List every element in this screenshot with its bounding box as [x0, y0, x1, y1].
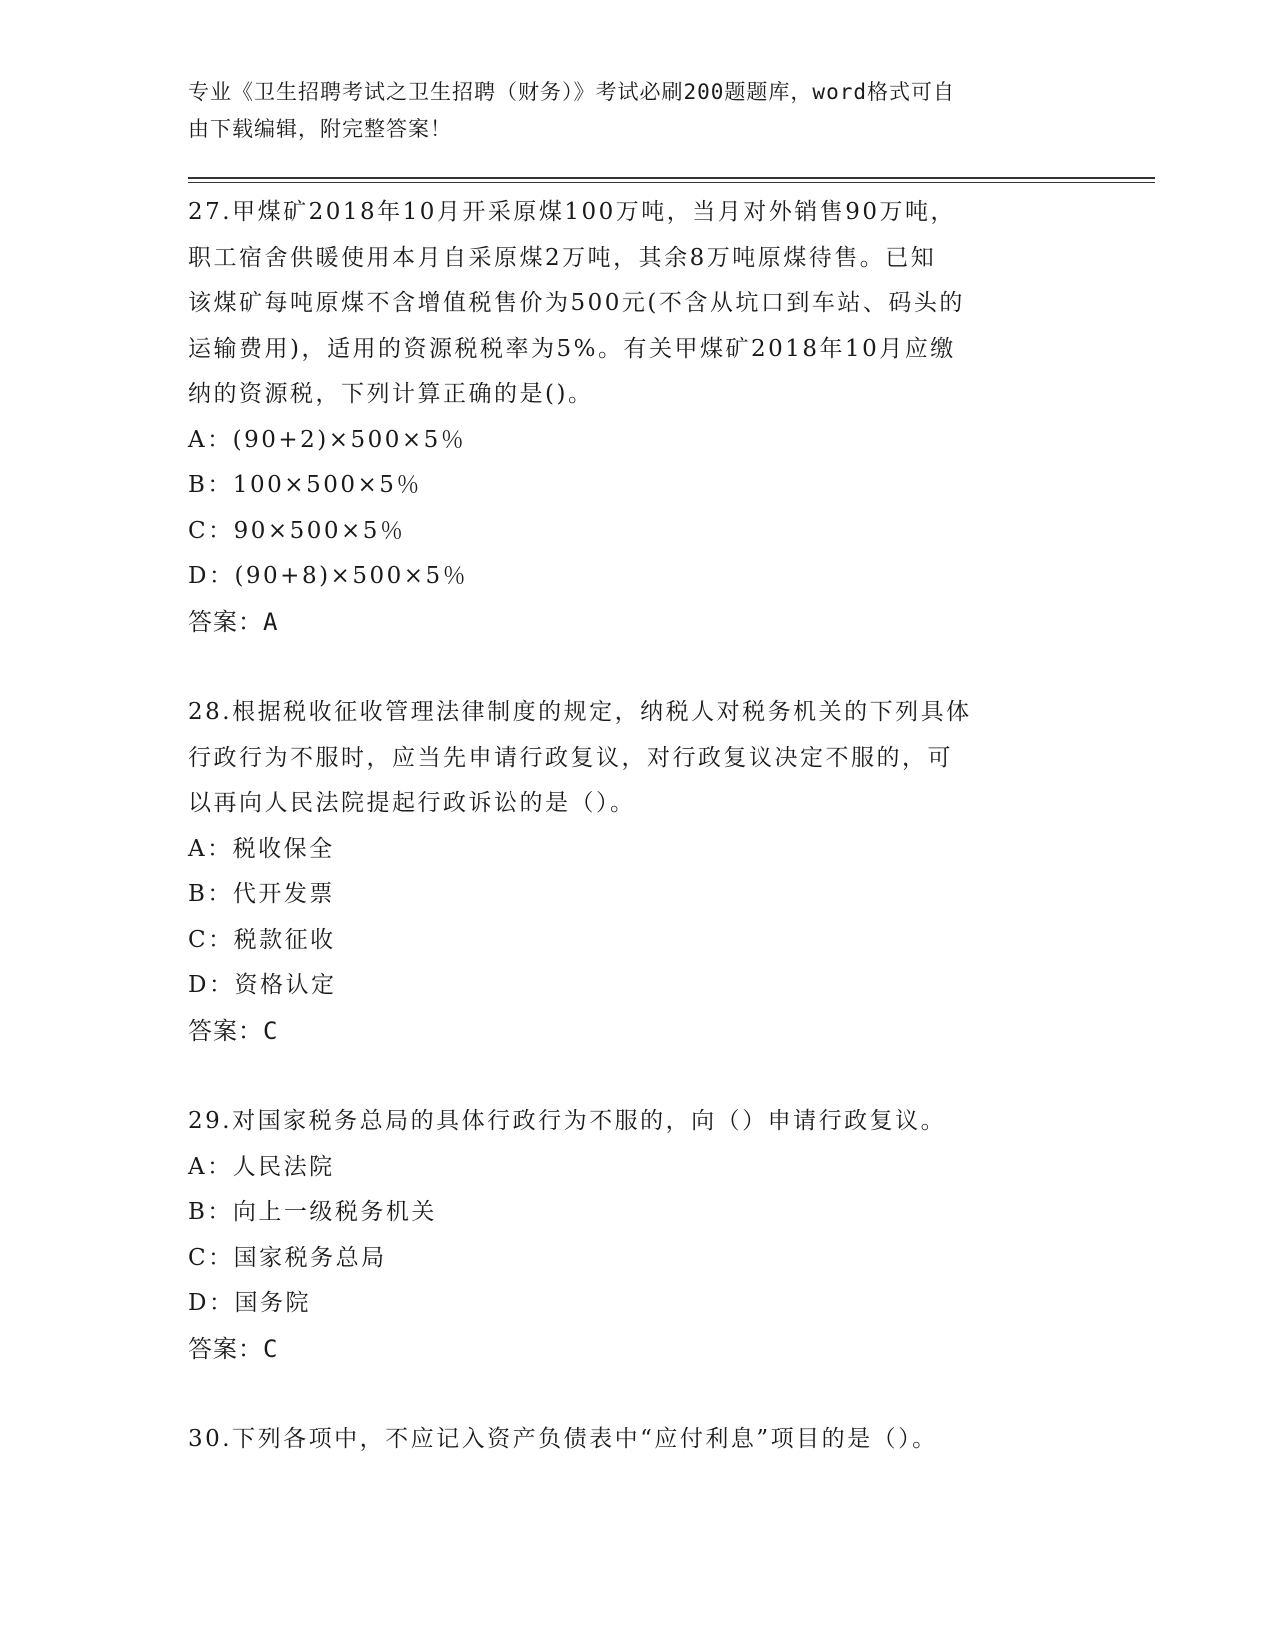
option-b: B：代开发票: [188, 881, 335, 907]
option-d: D：资格认定: [188, 972, 337, 998]
answer: 答案：C: [188, 1334, 279, 1363]
question-spacer: [188, 645, 1088, 690]
header-rule-thick: [188, 177, 1155, 179]
option-a: A：(90+2)×500×5％: [188, 426, 467, 453]
question-text-line: 该煤矿每吨原煤不含增值税售价为500元(不含从坑口到车站、码头的: [188, 290, 965, 316]
question-spacer: [188, 1372, 1088, 1417]
question-text-line: 29.对国家税务总局的具体行政行为不服的，向（）申请行政复议。: [188, 1108, 947, 1134]
question-text-line: 运输费用)，适用的资源税税率为5%。有关甲煤矿2018年10月应缴: [188, 335, 956, 362]
document-header: [188, 74, 1068, 148]
questions-body: [188, 190, 1088, 1463]
option-a: A：税收保全: [188, 835, 335, 862]
question-text-line: 职工宿舍供暖使用本月自采原煤2万吨，其余8万吨原煤待售。已知: [188, 244, 937, 271]
header-line-1: 专业《卫生招聘考试之卫生招聘（财务）》考试必刷200题题库，word格式可自: [188, 80, 955, 104]
question-30: [188, 1417, 1088, 1463]
question-text-line: 以再向人民法院提起行政诉讼的是（）。: [188, 790, 636, 816]
question-text-line: 行政行为不服时，应当先申请行政复议，对行政复议决定不服的，可: [188, 744, 953, 771]
question-text-line: 30.下列各项中，不应记入资产负债表中“应付利息”项目的是（）。: [188, 1426, 938, 1452]
question-29: [188, 1099, 1088, 1372]
header-rule-thin: [188, 182, 1155, 183]
header-line-2: 由下载编辑，附完整答案！: [188, 117, 452, 141]
option-b: B：向上一级税务机关: [188, 1199, 437, 1225]
option-c: C：税款征收: [188, 926, 336, 953]
question-spacer: [188, 1054, 1088, 1099]
question-text-line: 27.甲煤矿2018年10月开采原煤100万吨，当月对外销售90万吨，: [188, 199, 957, 225]
answer: 答案：A: [188, 607, 279, 636]
option-c: C：国家税务总局: [188, 1244, 387, 1271]
option-d: D：国务院: [188, 1290, 311, 1316]
option-c: C：90×500×5％: [188, 517, 406, 544]
option-b: B：100×500×5％: [188, 472, 422, 498]
question-text-line: 纳的资源税，下列计算正确的是()。: [188, 381, 594, 407]
question-text-line: 28.根据税收征收管理法律制度的规定，纳税人对税务机关的下列具体: [188, 699, 972, 725]
option-d: D：(90+8)×500×5％: [188, 563, 469, 589]
question-27: [188, 190, 1088, 645]
answer: 答案：C: [188, 1016, 279, 1045]
question-28: [188, 690, 1088, 1054]
option-a: A：人民法院: [188, 1153, 335, 1180]
